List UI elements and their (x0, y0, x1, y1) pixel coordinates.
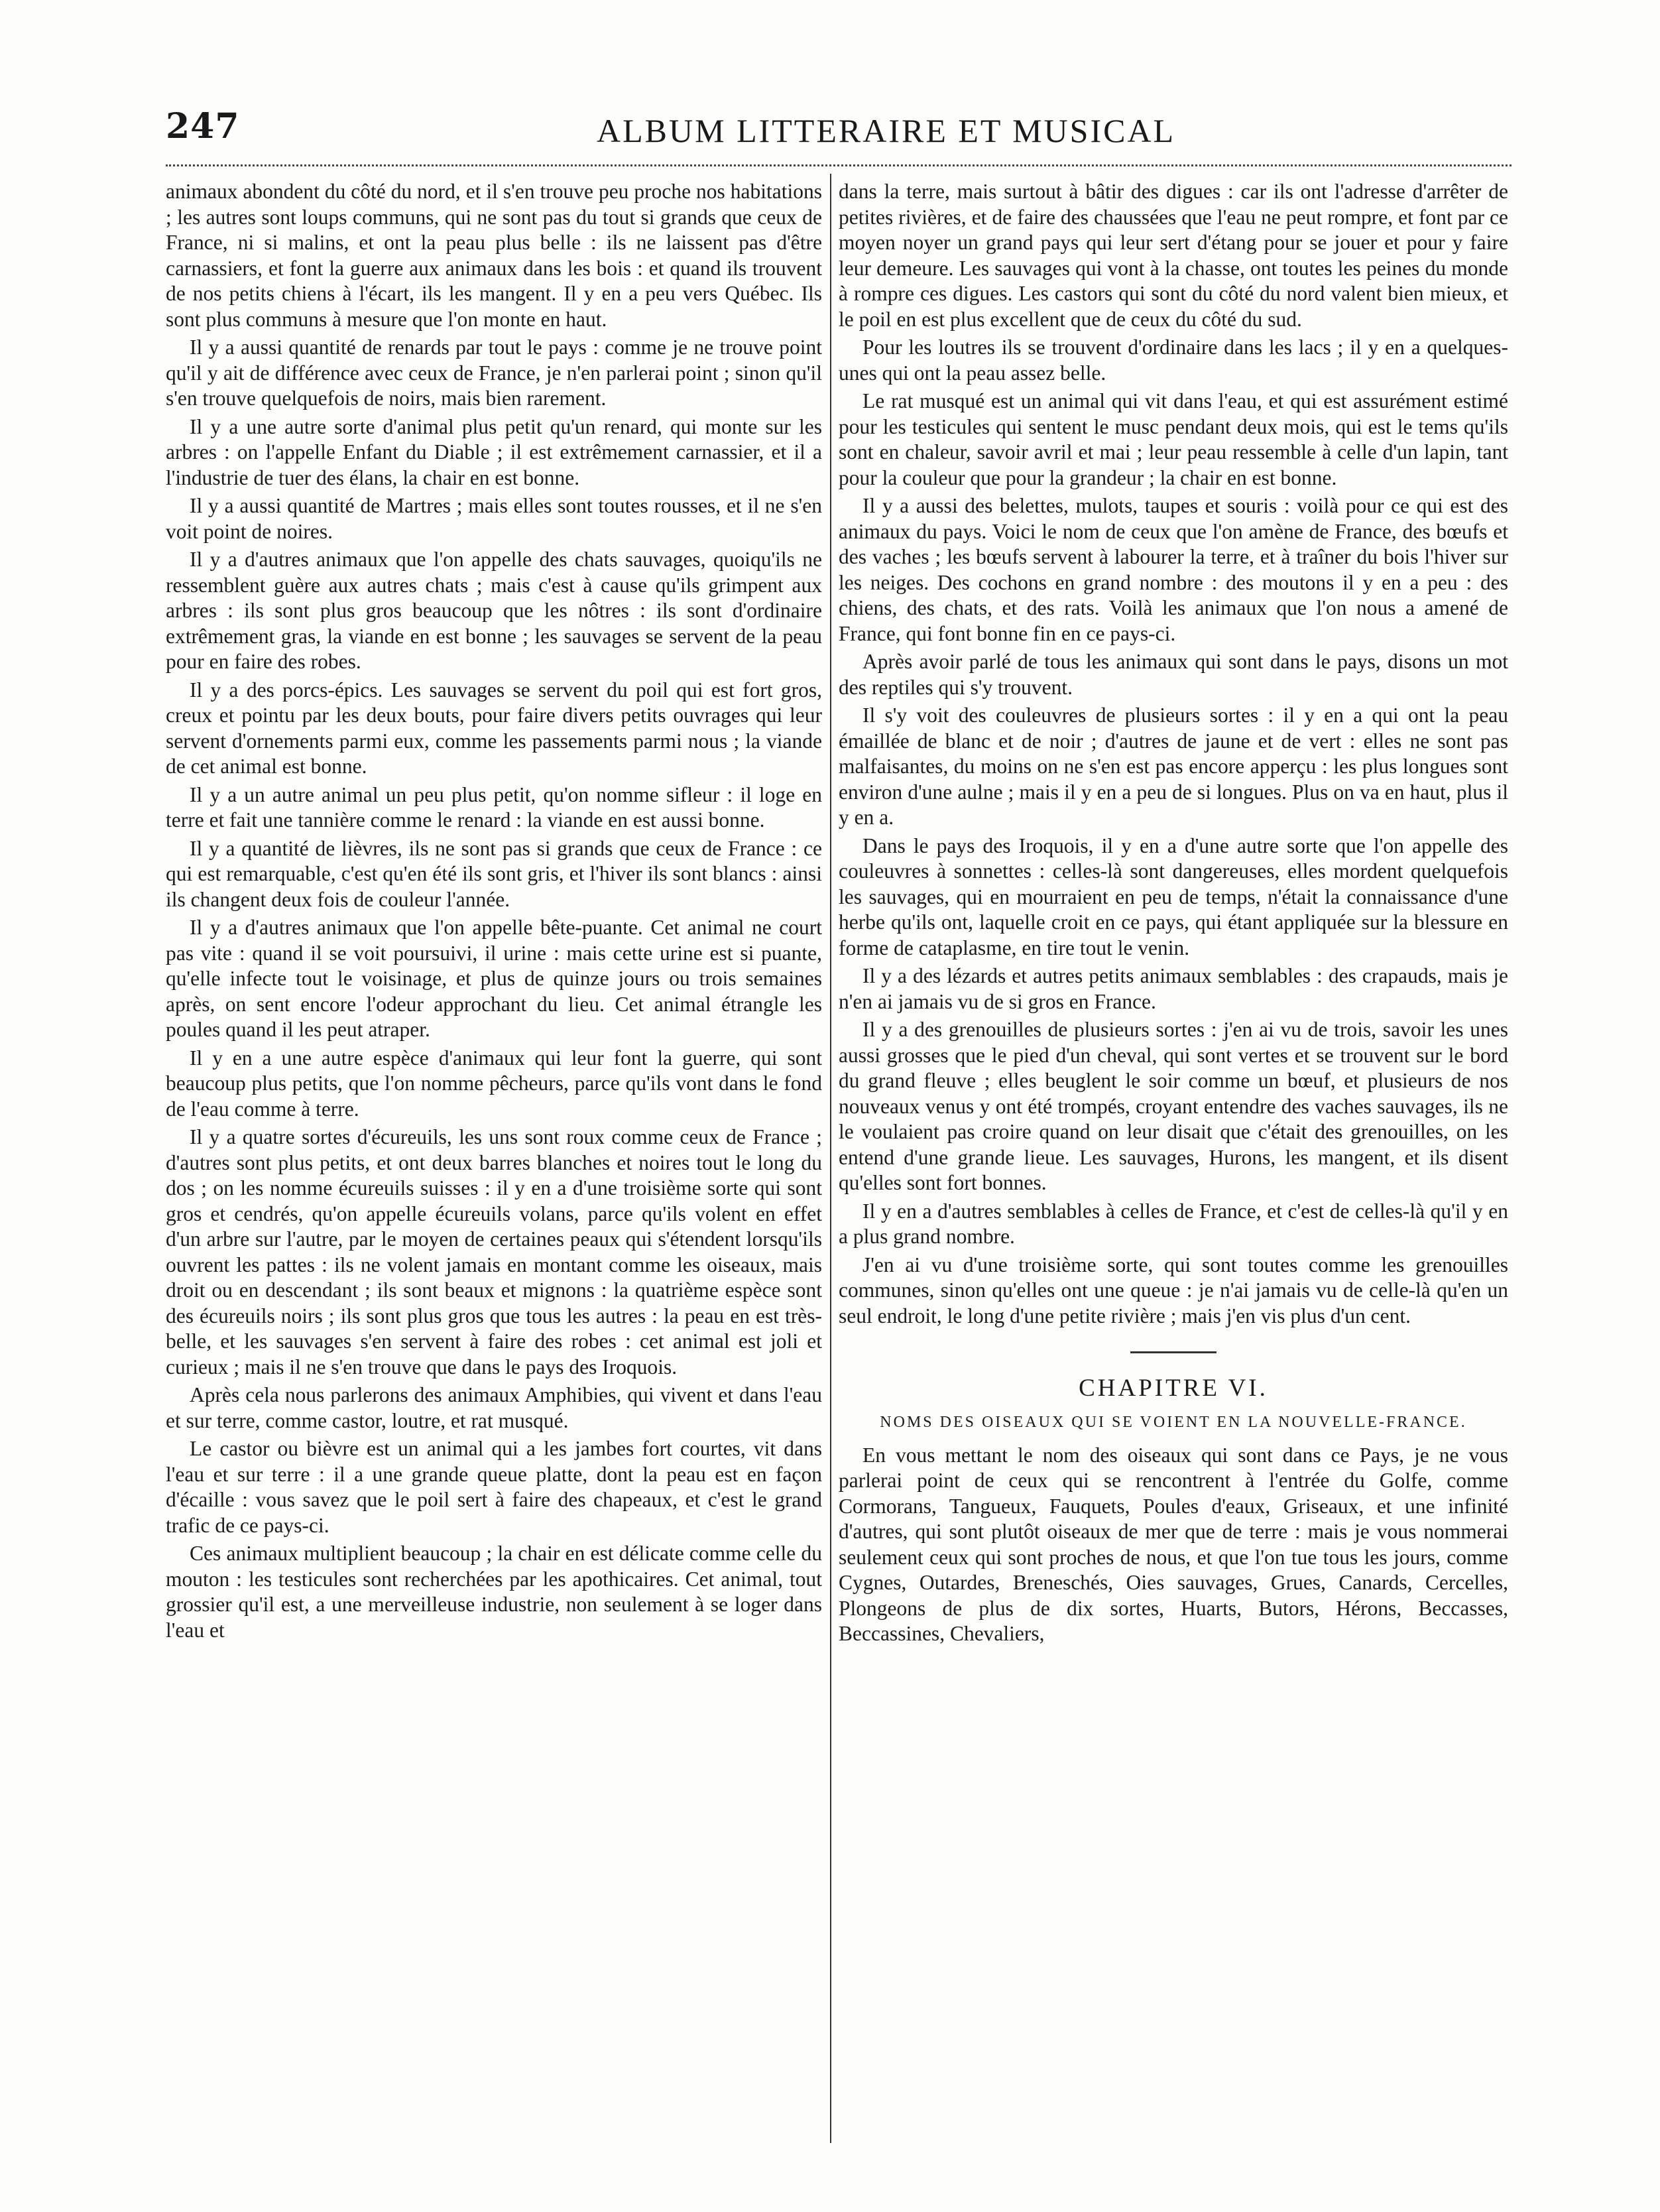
running-title: ALBUM LITTERAIRE ET MUSICAL (597, 112, 1176, 149)
paragraph: Le castor ou bièvre est un animal qui a les jambes fort courtes, vit dans l'eau et sur terre : il a une grande queue platte, dont la peau est en façon d'écaille : vous savez que le poil sert à faire des chapeaux, et c'est le grand trafic de ce pays-ci. (166, 1437, 822, 1537)
paragraph: Il y a une autre sorte d'animal plus petit qu'un renard, qui monte sur les arbres : on l'appelle Enfant du Diable ; il est extrêmement carnassier, et il a l'industrie de tuer des élans, la chair en est bonne. (166, 414, 822, 489)
paragraph: Il s'y voit des couleuvres de plusieurs sortes : il y en a qui ont la peau émaillée de blanc et de noir ; d'autres de jaune et de vert : elles ne sont pas malfaisantes, du moins on ne s'en est pas encore apperçu : les plus longues sont environ d'une aulne ; mais il y en a peu de si longues. Plus on va en haut, plus il y en a. (839, 704, 1508, 829)
chapter-title: CHAPITRE VI. (1079, 1375, 1268, 1402)
paragraph: Après cela nous parlerons des animaux Amphibies, qui vivent et dans l'eau et sur terre, comme castor, loutre, et rat musqué. (166, 1383, 822, 1432)
paragraph: Il y a des lézards et autres petits animaux semblables : des crapauds, mais je n'en ai jamais vu de si gros en France. (839, 964, 1508, 1013)
paragraph: Il y a quatre sortes d'écureuils, les uns sont roux comme ceux de France ; d'autres sont plus petits, et ont deux barres blanches et noires tout le long du dos ; on les nomme écureuils suisses : il y en a d'une troisième sorte qui sont gros et cendrés, qu'on appelle écureuils volans, parce qu'ils volent en effet d'un arbre sur l'autre, par le moyen de certaines peaux qui s'étendent lorsqu'ils ouvrent les pattes : ils ne volent jamais en montant comme les oiseaux, mais droit ou en descendant ; ils sont beaux et mignons : la quatrième espèce sont des écureuils noirs ; ils sont plus gros que tous les autres : la peau en est très-belle, et les sauvages s'en servent à faire des robes : cet animal est joli et curieux ; mais il ne s'en trouve que dans le pays des Iroquois. (166, 1125, 822, 1379)
chapter-rule (1130, 1351, 1216, 1353)
column-divider (830, 174, 831, 2143)
paragraph: Après avoir parlé de tous les animaux qui sont dans le pays, disons un mot des reptiles qui s'y trouvent. (839, 650, 1508, 699)
paragraph: Il y a aussi des belettes, mulots, taupes et souris : voilà pour ce qui est des animaux du pays. Voici le nom de ceux que l'on amène de France, des bœufs et des vaches ; les bœufs servent à labourer la terre, et à traîner du bois l'hiver sur les neiges. Des cochons en grand nombre : des moutons il y en a peu : des chiens, des chats, et des rats. Voilà les animaux que l'on nous a amené de France, qui font bonne fin en ce pays-ci. (839, 494, 1508, 645)
page-number: 247 (166, 106, 240, 147)
paragraph: Il y a d'autres animaux que l'on appelle des chats sauvages, quoiqu'ils ne ressemblent guère aux autres chats ; mais c'est à cause qu'ils grimpent aux arbres : ils sont plus gros beaucoup que les nôtres : ils sont d'ordinaire extrêmement gras, la viande en est bonne ; les sauvages se servent de la peau pour en faire des robes. (166, 548, 822, 673)
paragraph: Dans le pays des Iroquois, il y en a d'une autre sorte que l'on appelle des couleuvres à sonnettes : celles-là sont dangereuses, elles mordent quelquefois les sauvages, qui en mourraient en peu de temps, n'était la connaissance d'une herbe qu'ils ont, laquelle croit en ce pays, qui étant appliquée sur la blessure en forme de cataplasme, en tire tout le venin. (839, 833, 1508, 959)
paragraph: dans la terre, mais surtout à bâtir des digues : car ils ont l'adresse d'arrêter de petites rivières, et de faire des chaussées que l'eau ne peut rompre, et font par ce moyen noyer un grand pays qui leur sert d'étang pour se jouer et pour y faire leur demeure. Les sauvages qui vont à la chasse, ont toutes les peines du monde à rompre ces digues. Les castors qui sont du côté du nord valent bien mieux, et le poil en est plus excellent que de ceux du côté du sud. (839, 180, 1508, 331)
paragraph: animaux abondent du côté du nord, et il s'en trouve peu proche nos habitations ; les autres sont loups communs, qui ne sont pas du tout si grands que ceux de France, ni si malins, et ont la peau plus belle : ils ne laissent pas d'être carnassiers, et font la guerre aux animaux dans les bois : et quand ils trouvent de nos petits chiens à l'écart, ils les mangent. Il y en a peu vers Québec. Ils sont plus communs à mesure que l'on monte en haut. (166, 180, 822, 331)
paragraph: Il y a des porcs-épics. Les sauvages se servent du poil qui est fort gros, creux et pointu par les deux bouts, pour faire divers petits ouvrages qui leur servent d'ornements parmi eux, comme les passements parmi nous ; la viande de cet animal est bonne. (166, 678, 822, 778)
paragraph: Il y en a une autre espèce d'animaux qui leur font la guerre, qui sont beaucoup plus petits, que l'on nomme pêcheurs, parce qu'ils vont dans le fond de l'eau comme à terre. (166, 1046, 822, 1121)
header-rule (166, 158, 1512, 166)
paragraph: Il y a aussi quantité de Martres ; mais elles sont toutes rousses, et il ne s'en voit point de noires. (166, 494, 822, 543)
left-column (166, 179, 822, 2168)
paragraph: En vous mettant le nom des oiseaux qui sont dans ce Pays, je ne vous parlerai point de ceux qui se rencontrent à l'entrée du Golfe, comme Cormorans, Tangueux, Fauquets, Poules d'eaux, Griseaux, et une infinité d'autres, qui sont plutôt oiseaux de mer que de terre : mais je vous nommerai seulement ceux qui sont proches de nous, et que l'on tue tous les jours, comme Cygnes, Outardes, Breneschés, Oies sauvages, Grues, Canards, Cercelles, Plongeons de plus de dix sortes, Huarts, Butors, Hérons, Beccasses, Beccassines, Chevaliers, (839, 1443, 1508, 1645)
paragraph: Il y a un autre animal un peu plus petit, qu'on nomme sifleur : il loge en terre et fait une tannière comme le renard : la viande en est aussi bonne. (166, 782, 822, 831)
paragraph: Il y a des grenouilles de plusieurs sortes : j'en ai vu de trois, savoir les unes aussi grosses que le pied d'un cheval, qui sont vertes et se trouvent sur le bord du grand fleuve ; elles beuglent le soir comme un bœuf, et plusieurs de nos nouveaux venus y ont été trompés, croyant entendre des vaches sauvages, ils ne le voulaient pas croire quand on leur disait que c'était des grenouilles, on les entend d'une grande lieue. Les sauvages, Hurons, les mangent, et ils disent qu'elles sont fort bonnes. (839, 1018, 1508, 1194)
paragraph: Il y a aussi quantité de renards par tout le pays : comme je ne trouve point qu'il y ait de différence avec ceux de France, je n'en parlerai point ; sinon qu'il s'en trouve quelquefois de noirs, mais bien rarement. (166, 336, 822, 410)
paragraph: Il y a d'autres animaux que l'on appelle bête-puante. Cet animal ne court pas vite : quand il se voit poursuivi, il urine : mais cette urine est si puante, qu'elle infecte tout le voisinage, et plus de quinze jours ou trois semaines après, on sent encore l'odeur approchant du lieu. Cet animal étrangle les poules quand il les peut atraper. (166, 916, 822, 1041)
paragraph: Il y en a d'autres semblables à celles de France, et c'est de celles-là qu'il y en a plus grand nombre. (839, 1199, 1508, 1248)
chapter-subtitle: NOMS DES OISEAUX QUI SE VOIENT EN LA NOUVELLE-FRANCE. (880, 1413, 1467, 1431)
paragraph: Le rat musqué est un animal qui vit dans l'eau, et qui est assurément estimé pour les testicules qui sentent le musc pendant deux mois, qui est le tems qu'ils sont en chaleur, savoir avril et mai ; leur peau ressemble à celle d'un lapin, tant pour la couleur que pour la grandeur ; la chair en est bonne. (839, 389, 1508, 489)
paragraph: J'en ai vu d'une troisième sorte, qui sont toutes comme les grenouilles communes, sinon qu'elles ont une queue : je n'ai jamais vu de celle-là qu'en un seul endroit, le long d'une petite rivière ; mais j'en vis plus d'un cent. (839, 1253, 1508, 1327)
paragraph: Ces animaux multiplient beaucoup ; la chair en est délicate comme celle du mouton : les testicules sont recherchées par les apothicaires. Cet animal, tout grossier qu'il est, a une merveilleuse industrie, non seulement à se loger dans l'eau et (166, 1542, 822, 1642)
right-column (839, 179, 1508, 2168)
paragraph: Il y a quantité de lièvres, ils ne sont pas si grands que ceux de France : ce qui est remarquable, c'est qu'en été ils sont gris, et l'hiver ils sont blancs : ainsi ils changent deux fois de couleur l'année. (166, 836, 822, 911)
paragraph: Pour les loutres ils se trouvent d'ordinaire dans les lacs ; il y en a quelques-unes qui ont la peau assez belle. (839, 336, 1508, 385)
